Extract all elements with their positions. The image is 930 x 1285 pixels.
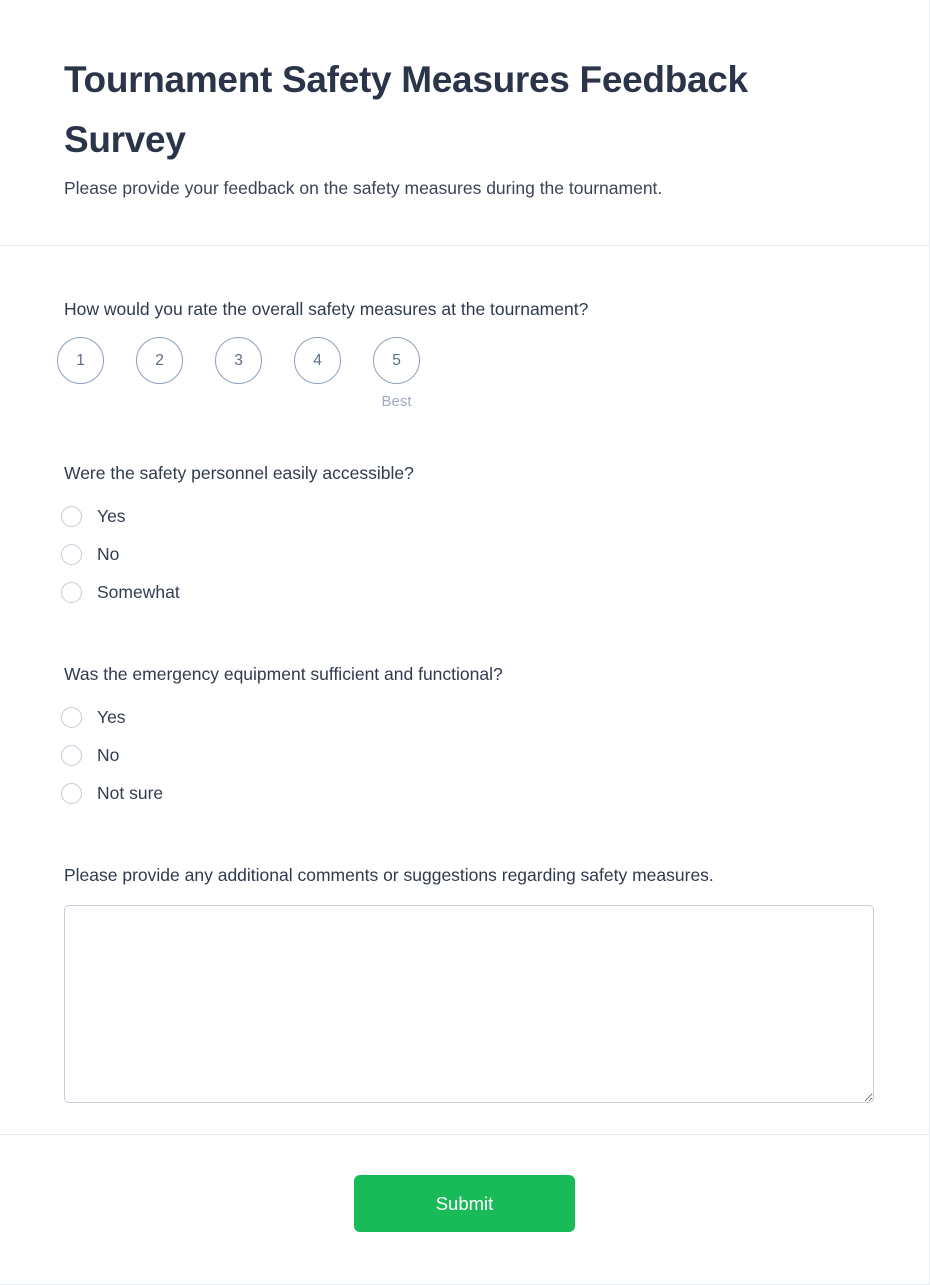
rating-item-4 bbox=[294, 337, 341, 384]
rating-option-5[interactable]: 5 bbox=[373, 337, 420, 384]
radio-icon[interactable] bbox=[61, 582, 82, 603]
option-label: Yes bbox=[97, 706, 126, 727]
radio-icon[interactable] bbox=[61, 707, 82, 728]
radio-option-not-sure[interactable] bbox=[64, 774, 865, 812]
rating-item-3 bbox=[215, 337, 262, 384]
options-list bbox=[64, 698, 865, 812]
option-label: Yes bbox=[97, 505, 126, 526]
radio-option-somewhat[interactable] bbox=[64, 573, 865, 611]
comments-textarea[interactable] bbox=[64, 905, 874, 1103]
radio-option-yes[interactable] bbox=[64, 497, 865, 535]
rating-item-2 bbox=[136, 337, 183, 384]
survey-body bbox=[0, 298, 929, 1103]
radio-option-yes[interactable] bbox=[64, 698, 865, 736]
question-equipment-sufficient bbox=[64, 663, 865, 812]
survey-header bbox=[0, 0, 929, 200]
rating-scale bbox=[57, 337, 865, 410]
question-label: Was the emergency equipment sufficient and functional? bbox=[64, 664, 503, 684]
rating-max-label: Best bbox=[381, 393, 412, 410]
option-label: Not sure bbox=[97, 782, 164, 803]
rating-option-3[interactable]: 3 bbox=[215, 337, 262, 384]
rating-option-2[interactable]: 2 bbox=[136, 337, 183, 384]
radio-icon[interactable] bbox=[61, 783, 82, 804]
rating-option-4[interactable]: 4 bbox=[294, 337, 341, 384]
radio-option-no[interactable] bbox=[64, 535, 865, 573]
question-label: Please provide any additional comments or suggestions regarding safety measures. bbox=[64, 865, 714, 885]
rating-item-5 bbox=[373, 337, 420, 410]
options-list bbox=[64, 497, 865, 611]
question-additional-comments bbox=[64, 864, 865, 1103]
option-label: No bbox=[97, 744, 120, 765]
question-rating-overall-safety bbox=[64, 298, 865, 410]
rating-option-1[interactable]: 1 bbox=[57, 337, 104, 384]
page-title: Tournament Safety Measures Feedback Survey bbox=[64, 59, 748, 160]
radio-icon[interactable] bbox=[61, 506, 82, 527]
survey-footer bbox=[0, 1135, 929, 1284]
submit-button[interactable]: Submit bbox=[354, 1175, 575, 1232]
radio-icon[interactable] bbox=[61, 745, 82, 766]
rating-item-1 bbox=[57, 337, 104, 384]
question-label: Were the safety personnel easily accessible? bbox=[64, 463, 414, 483]
option-label: No bbox=[97, 543, 120, 564]
option-label: Somewhat bbox=[97, 581, 180, 602]
header-divider bbox=[0, 245, 929, 246]
question-label: How would you rate the overall safety measures at the tournament? bbox=[64, 299, 589, 319]
question-personnel-accessible bbox=[64, 462, 865, 611]
radio-icon[interactable] bbox=[61, 544, 82, 565]
page-subtitle: Please provide your feedback on the safety measures during the tournament. bbox=[64, 178, 663, 198]
radio-option-no[interactable] bbox=[64, 736, 865, 774]
